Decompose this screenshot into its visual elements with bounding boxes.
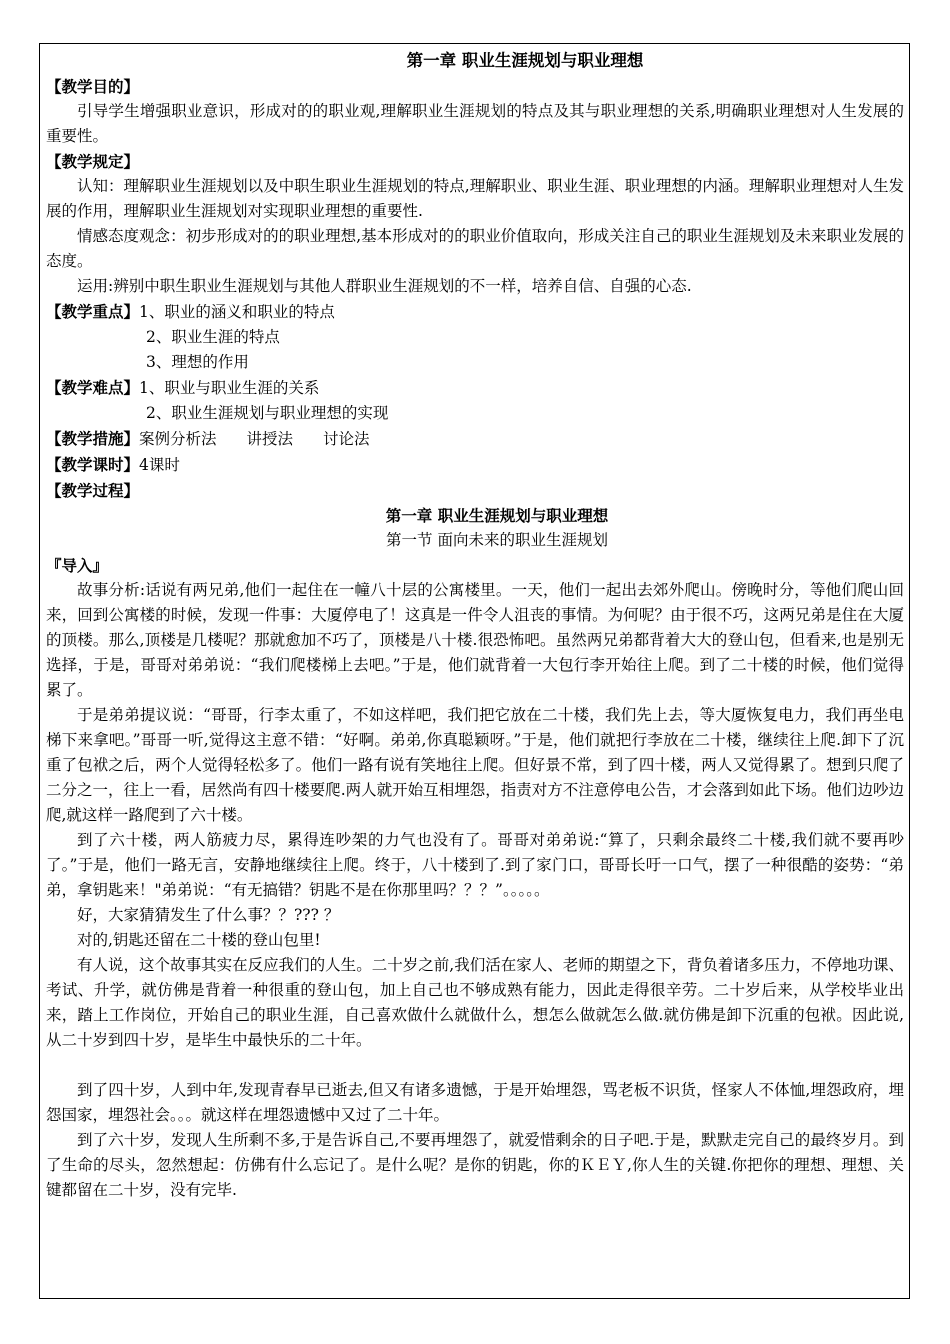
purpose-label: 【教学目的】 bbox=[46, 77, 140, 96]
chapter-heading: 第一章 职业生涯规划与职业理想 bbox=[385, 506, 609, 525]
intro-label: 『导入』 bbox=[46, 556, 109, 575]
methods-row bbox=[46, 426, 904, 452]
story-paragraph: 好，大家猜猜发生了什么事？？??? ？ bbox=[77, 906, 340, 924]
key-point-item: 3、理想的作用 bbox=[146, 353, 249, 371]
difficulty-item: 1、职业与职业生涯的关系 bbox=[139, 379, 320, 397]
difficulties-row bbox=[46, 375, 904, 401]
hours-label: 【教学课时】 bbox=[46, 455, 140, 474]
requirements-emotion: 情感态度观念：初步形成对的的职业理想,基本形成对的的职业价值取向，形成关注自己的职业生涯规划及未来职业发展的态度。 bbox=[46, 227, 904, 270]
hours-row bbox=[46, 452, 904, 478]
key-points-row bbox=[46, 299, 904, 325]
page-title: 第一章 职业生涯规划与职业理想 bbox=[406, 51, 644, 70]
section-heading: 第一节 面向未来的职业生涯规划 bbox=[386, 531, 608, 549]
blank-line bbox=[46, 1053, 904, 1078]
story-paragraph: 有人说，这个故事其实在反应我们的人生。二十岁之前,我们活在家人、老师的期望之下，背负着诸多压力，不停地功课、考试、升学，就仿佛是背着一种很重的登山包，加上自己也不够成熟有能力，因此走得很辛劳。二十岁后来，从学校毕业出来，踏上工作岗位，开始自己的职业生涯，自己喜欢做什么就做什么，想怎么做就怎么做.就仿佛是卸下沉重的包袱。因此说,从二十岁到四十岁，是毕生中最快乐的二十年。 bbox=[46, 956, 904, 1049]
methods-label: 【教学措施】 bbox=[46, 429, 140, 448]
method-item: 案例分析法 bbox=[139, 430, 217, 448]
story-paragraph: 到了六十岁，发现人生所剩不多,于是告诉自己,不要再埋怨了，就爱惜剩余的日子吧.于是，默默走完自己的最终岁月。到了生命的尽头，忽然想起：仿佛有什么忘记了。是什么呢？是你的钥匙，你的ＫＥＹ,你人生的关键.你把你的理想、理想、关键都留在二十岁，没有完毕. bbox=[46, 1131, 904, 1199]
story-paragraph: 于是弟弟提议说：“哥哥，行李太重了，不如这样吧，我们把它放在二十楼，我们先上去，等大厦恢复电力，我们再坐电梯下来拿吧。”哥哥一听,觉得这主意不错：“好啊。弟弟,你真聪颖呀。”于是，他们就把行李放在二十楼，继续往上爬.卸下了沉重了包袱之后，两个人觉得轻松多了。他们一路有说有笑地往上爬。但好景不常，到了四十楼，两人又觉得累了。想到只爬了二分之一，往上一看，居然尚有四十楼要爬.两人就开始互相埋怨，指责对方不注意停电公告，才会落到如此下场。他们边吵边爬,就这样一路爬到了六十楼。 bbox=[46, 706, 904, 824]
difficulty-item: 2、职业生涯规划与职业理想的实现 bbox=[146, 404, 389, 422]
key-point-item: 2、职业生涯的特点 bbox=[146, 328, 280, 346]
hours-value: 4课时 bbox=[139, 456, 180, 474]
process-label: 【教学过程】 bbox=[46, 481, 140, 500]
method-item: 讨论法 bbox=[323, 430, 370, 448]
method-item: 讲授法 bbox=[246, 430, 294, 448]
story-paragraph: 故事分析:话说有两兄弟,他们一起住在一幢八十层的公寓楼里。一天，他们一起出去郊外爬山。傍晚时分，等他们爬山回来，回到公寓楼的时候，发现一件事：大厦停电了！这真是一件令人沮丧的事情。为何呢？由于很不巧，这两兄弟是住在大厦的顶楼。那么,顶楼是几楼呢？那就愈加不巧了，顶楼是八十楼.很恐怖吧。虽然两兄弟都背着大大的登山包，但看来,也是别无选择，于是，哥哥对弟弟说：“我们爬楼梯上去吧。”于是，他们就背着一大包行李开始往上爬。到了二十楼的时候，他们觉得累了。 bbox=[46, 581, 904, 699]
purpose-text: 引导学生增强职业意识，形成对的的职业观,理解职业生涯规划的特点及其与职业理想的关系,明确职业理想对人生发展的重要性。 bbox=[46, 102, 904, 145]
key-point-item: 1、职业的涵义和职业的特点 bbox=[139, 303, 335, 321]
story-paragraph: 到了六十楼，两人筋疲力尽，累得连吵架的力气也没有了。哥哥对弟弟说:“算了，只剩余最终二十楼,我们就不要再吵了。”于是，他们一路无言，安静地继续往上爬。终于，八十楼到了.到了家门口，哥哥长吁一口气，摆了一种很酷的姿势：“弟弟，拿钥匙来！"弟弟说：“有无搞错？钥匙不是在你那里吗？？？”。。。。。 bbox=[46, 831, 904, 899]
requirements-label: 【教学规定】 bbox=[46, 152, 140, 171]
requirements-application: 运用:辨别中职生职业生涯规划与其他人群职业生涯规划的不一样，培养自信、自强的心态. bbox=[77, 277, 692, 295]
document-body bbox=[46, 48, 904, 1203]
story-paragraph: 对的,钥匙还留在二十楼的登山包里! bbox=[77, 931, 321, 949]
requirements-cognition: 认知：理解职业生涯规划以及中职生职业生涯规划的特点,理解职业、职业生涯、职业理想的内涵。理解职业理想对人生发展的作用，理解职业生涯规划对实现职业理想的重要性. bbox=[46, 177, 904, 220]
key-points-label: 【教学重点】 bbox=[46, 302, 140, 321]
story-paragraph: 到了四十岁，人到中年,发现青春早已逝去,但又有诸多遗憾，于是开始埋怨，骂老板不识货，怪家人不体恤,埋怨政府，埋怨国家，埋怨社会。。。就这样在埋怨遗憾中又过了二十年。 bbox=[46, 1081, 904, 1124]
difficulties-label: 【教学难点】 bbox=[46, 378, 140, 397]
